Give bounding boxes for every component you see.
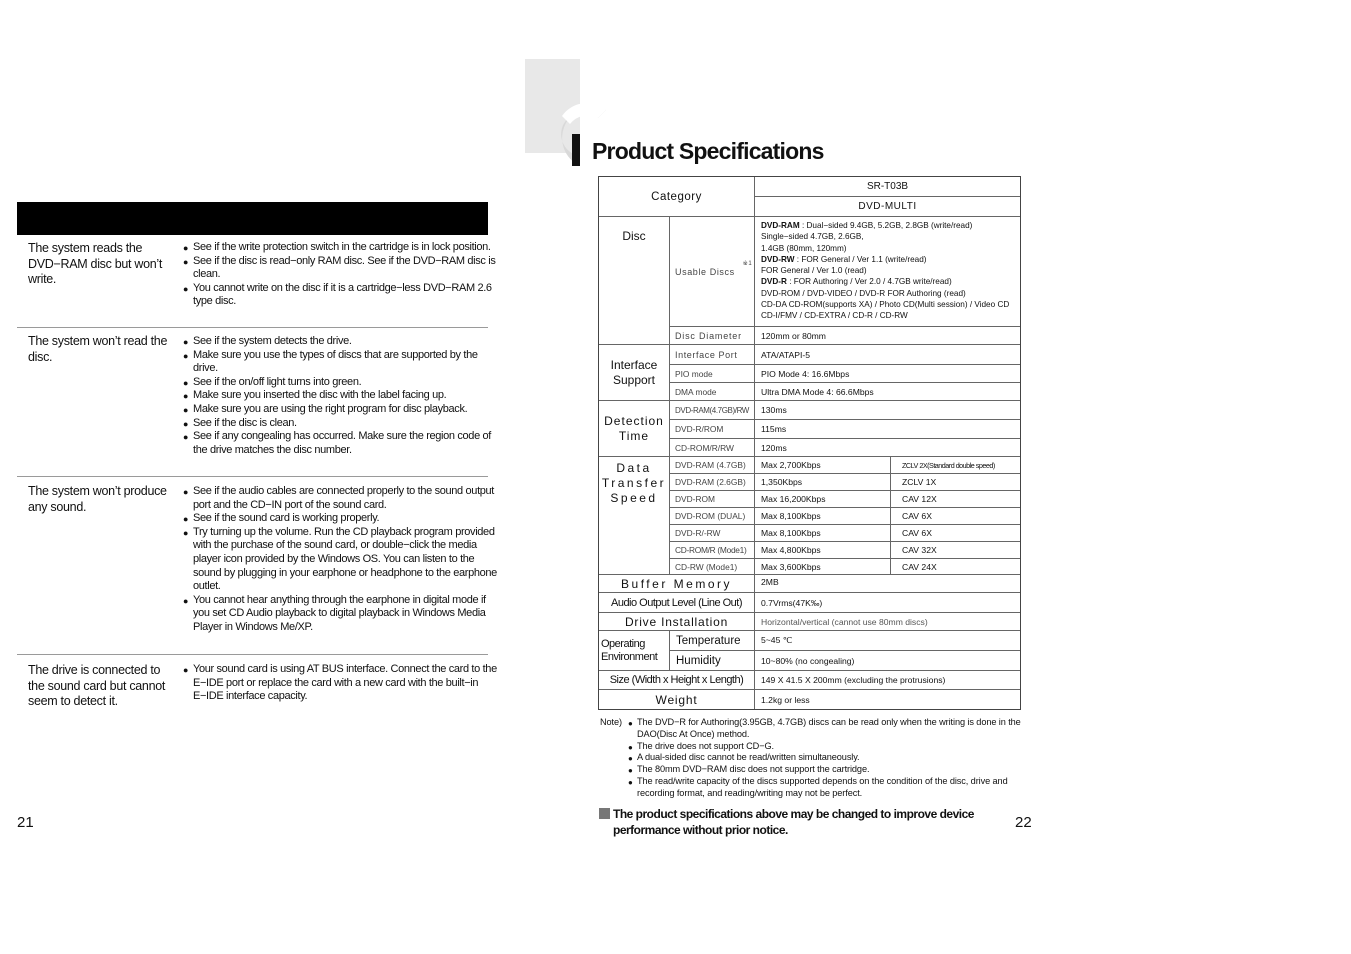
transfer-row-value: Max 16,200Kbps <box>754 490 890 507</box>
solution-item: ● You cannot hear anything through the earphone in digital mode if you set CD Audio playback to digital playback in Windows Media Player in Windows Me/XP. <box>183 593 486 633</box>
bullet-icon: ● <box>183 432 189 443</box>
disc-line: 1.4GB (80mm, 120mm) <box>761 243 847 253</box>
transfer-row-value: Max 2,700Kbps <box>754 456 890 473</box>
model-header: SR-T03B <box>754 177 1020 196</box>
solution-item: ● Your sound card is using AT BUS interface. Connect the card to the E−IDE port or replace the card with a new card with the built−in E−IDE interface capacity. <box>183 663 497 703</box>
solution-list <box>183 485 503 635</box>
transfer-row-mode: CAV 6X <box>890 524 1020 541</box>
transfer-row-label: CD-RW (Mode1) <box>669 558 754 574</box>
troubleshooting-row <box>17 236 496 328</box>
transfer-row-label: DVD-ROM <box>669 490 754 507</box>
size-label: Size (Width x Height x Length) <box>599 670 754 689</box>
problem-text: The system won’t read the disc. <box>28 334 168 364</box>
buffer-value: 2MB <box>754 574 1020 592</box>
transfer-row-label: CD-ROM/R (Mode1) <box>669 541 754 558</box>
detection-row-label: DVD-R/ROM <box>669 419 754 438</box>
bullet-icon: ● <box>183 350 189 361</box>
solution-list <box>183 335 503 457</box>
solution-item: ● See if the audio cables are connected properly to the sound output port and the CD−IN port of the sound card. <box>183 485 495 511</box>
troubleshooting-row <box>17 477 497 655</box>
page-title: Product Specifications <box>592 138 824 164</box>
spec-change-notice: The product specifications above may be changed to improve device performance without prior notice. <box>613 807 974 837</box>
bullet-icon: ● <box>183 283 189 294</box>
bullet-icon: ● <box>183 595 189 606</box>
bullet-icon: ● <box>628 766 633 776</box>
problem-text: The drive is connected to the sound card but cannot seem to detect it. <box>28 663 166 708</box>
transfer-row-label: DVD-R/-RW <box>669 524 754 541</box>
bullet-icon: ● <box>183 487 189 497</box>
bullet-icon: ● <box>183 404 189 415</box>
bullet-icon: ● <box>183 391 189 402</box>
note-item: ● The read/write capacity of the discs supported depends on the condition of the disc, drive and recording format, and reading/writing may not be perfect. <box>628 775 1008 798</box>
page-number-right: 22 <box>1015 814 1032 831</box>
detection-row-label: DVD-RAM(4.7GB)/RW <box>669 400 754 419</box>
humidity-label: Humidity <box>669 650 754 670</box>
disc-diameter-label: Disc Diameter <box>669 326 754 344</box>
bullet-icon: ● <box>628 754 633 764</box>
disc-line: DVD-RW : FOR General / Ver 1.1 (write/read) <box>761 254 927 264</box>
size-value: 149 X 41.5 X 200mm (excluding the protrusions) <box>754 670 1020 689</box>
interface-label: Interface Support <box>599 344 669 400</box>
env-label: Operating Environment <box>599 630 669 670</box>
transfer-row-value: 1,350Kbps <box>754 473 890 490</box>
solution-item: ● Make sure you use the types of discs that are supported by the drive. <box>183 348 478 375</box>
notes-prefix: Note) <box>600 717 622 727</box>
weight-label: Weight <box>599 689 754 709</box>
solution-item: ● Make sure you inserted the disc with the label facing up. <box>183 389 503 403</box>
install-label: Drive Installation <box>599 612 754 630</box>
detection-row-value: 130ms <box>754 400 1020 419</box>
interface-port-value: ATA/ATAPI-5 <box>754 344 1020 364</box>
solution-item: ● Make sure you are using the right program for disc playback. <box>183 403 503 417</box>
detection-row-value: 120ms <box>754 438 1020 456</box>
transfer-row-mode: ZCLV 2X(Standard double speed) <box>890 456 1020 473</box>
solution-item: ● You cannot write on the disc if it is a cartridge−less DVD−RAM 2.6 type disc. <box>183 281 492 308</box>
transfer-row-mode: CAV 6X <box>890 507 1020 524</box>
temperature-label: Temperature <box>669 630 754 650</box>
disc-diameter-value: 120mm or 80mm <box>754 326 1020 344</box>
problem-text: The system reads the DVD−RAM disc but won’t write. <box>28 241 163 286</box>
disc-line: DVD-R : FOR Authoring / Ver 2.0 / 4.7GB write/read) <box>761 277 952 287</box>
temperature-value: 5~45 ℃ <box>754 630 1020 650</box>
bullet-icon: ● <box>628 777 633 787</box>
solution-list <box>183 663 503 704</box>
detection-row-label: CD-ROM/R/RW <box>669 438 754 456</box>
usable-discs-label: Usable Discs ※1 <box>669 216 754 326</box>
audio-label: Audio Output Level (Line Out) <box>599 592 754 612</box>
transfer-row-value: Max 8,100Kbps <box>754 524 890 541</box>
bullet-icon: ● <box>628 742 633 752</box>
weight-value: 1.2kg or less <box>754 689 1020 709</box>
bullet-icon: ● <box>183 665 189 675</box>
note-item: Note) ● The DVD−R for Authoring(3.95GB, 4.7GB) discs can be read only when the writing is done in the DAO(Disc At Once) method. <box>600 717 1021 739</box>
audio-value: 0.7Vrms(47K‰) <box>754 592 1020 612</box>
disc-label: Disc <box>599 216 669 344</box>
transfer-row-mode: CAV 24X <box>890 558 1020 574</box>
transfer-row-value: Max 8,100Kbps <box>754 507 890 524</box>
bullet-icon: ● <box>628 719 633 728</box>
solution-item: ● See if the on/off light turns into green. <box>183 376 503 390</box>
troubleshooting-header-bar <box>17 202 488 235</box>
transfer-row-label: DVD-ROM (DUAL) <box>669 507 754 524</box>
solution-item: ● See if any congealing has occurred. Make sure the region code of the drive matches the disc number. <box>183 430 492 456</box>
note-item: ● The 80mm DVD−RAM disc does not support the cartridge. <box>628 764 870 776</box>
bullet-icon: ● <box>183 256 189 267</box>
bullet-icon: ● <box>183 337 189 347</box>
category-header: Category <box>651 190 702 203</box>
transfer-row-label: DVD-RAM (2.6GB) <box>669 473 754 490</box>
bullet-icon: ● <box>183 514 189 525</box>
transfer-label: Data Transfer Speed <box>599 456 669 574</box>
disc-line: CD-I/FMV / CD-EXTRA / CD-R / CD-RW <box>761 311 908 321</box>
troubleshooting-row <box>17 655 497 715</box>
dma-mode-label: DMA mode <box>669 382 754 400</box>
problem-text: The system won’t produce any sound. <box>28 484 167 514</box>
solution-list <box>183 241 503 309</box>
page-number-left: 21 <box>17 814 34 831</box>
note-item: ● A dual-sided disc cannot be read/written simultaneously. <box>628 752 860 764</box>
interface-port-label: Interface Port <box>669 344 754 364</box>
pio-mode-label: PIO mode <box>669 364 754 382</box>
pio-mode-value: PIO Mode 4: 16.6Mbps <box>754 364 1020 382</box>
note-item: ● The drive does not support CD−G. <box>628 740 774 752</box>
solution-item: ● See if the write protection switch in the cartridge is in lock position. <box>183 241 503 255</box>
model-type-header: DVD-MULTI <box>754 196 1020 216</box>
transfer-row-mode: CAV 12X <box>890 490 1020 507</box>
humidity-value: 10~80% (no congealing) <box>754 650 1020 670</box>
buffer-label: Buffer Memory <box>599 574 754 592</box>
disc-line: FOR General / Ver 1.0 (read) <box>761 266 867 276</box>
solution-item: ● See if the system detects the drive. <box>183 335 503 349</box>
solution-item: ● See if the sound card is working properly. <box>183 512 503 526</box>
disc-line: DVD-RAM : Dual−sided 9.4GB, 5.2GB, 2.8GB (write/read) <box>761 221 973 230</box>
bullet-icon: ● <box>183 377 189 388</box>
spec-table <box>598 176 1021 710</box>
transfer-row-mode: ZCLV 1X <box>890 473 1020 490</box>
bullet-icon: ● <box>183 527 189 538</box>
bullet-icon: ● <box>183 418 189 429</box>
dma-mode-value: Ultra DMA Mode 4: 66.6Mbps <box>754 382 1020 400</box>
solution-item: ● See if the disc is read−only RAM disc. See if the DVD−RAM disc is clean. <box>183 254 496 281</box>
install-value: Horizontal/vertical (cannot use 80mm discs) <box>754 612 1020 630</box>
transfer-row-value: Max 3,600Kbps <box>754 558 890 574</box>
disc-line: DVD-ROM / DVD-VIDEO / DVD-R FOR Authoring (read) <box>761 288 966 298</box>
transfer-row-mode: CAV 32X <box>890 541 1020 558</box>
bullet-icon: ● <box>183 243 189 253</box>
solution-item: ● See if the disc is clean. <box>183 417 503 431</box>
troubleshooting-row <box>17 328 492 477</box>
solution-item: ● Try turning up the volume. Run the CD playback program provided with the purchase of the sound card, or double−click the media player icon provided by the Windows OS. You can listen to the sound by plugging in your earphone or headphone to the earphone outlet. <box>183 525 497 593</box>
transfer-row-label: DVD-RAM (4.7GB) <box>669 456 754 473</box>
detection-row-value: 115ms <box>754 419 1020 438</box>
disc-line: CD-DA CD-ROM(supports XA) / Photo CD(Multi session) / Video CD <box>761 300 1010 310</box>
detection-label: Detection Time <box>599 400 669 456</box>
notes-block <box>600 717 1040 800</box>
usable-discs-list <box>754 216 1020 326</box>
transfer-row-value: Max 4,800Kbps <box>754 541 890 558</box>
disc-line: Single−sided 4.7GB, 2.6GB, <box>761 232 864 242</box>
